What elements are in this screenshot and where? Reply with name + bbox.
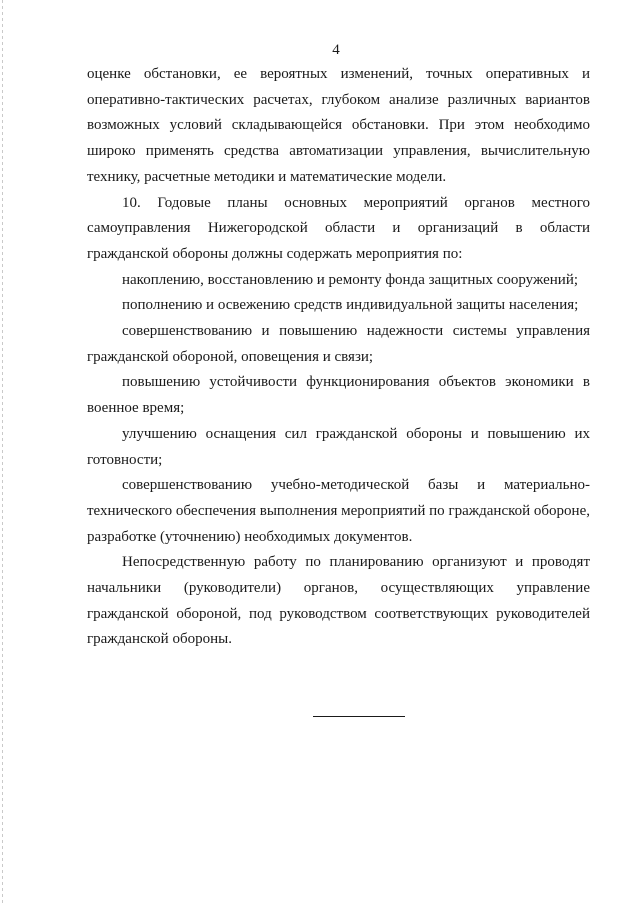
end-divider-line [313, 716, 405, 717]
body-text [87, 62, 590, 653]
page-number: 4 [332, 42, 340, 58]
paragraph-planning-work: Непосредственную работу по планированию организуют и проводят начальники (руководители) органов, осуществляющих управление гражданской обороной, под руководством соответствующих руководителей гражданской обороны. [87, 554, 590, 648]
paragraph-continuation: оценке обстановки, ее вероятных изменений, точных оперативных и оперативно-тактических расчетах, глубоком анализе различных вариантов возможных условий складывающейся обстановки. При этом необходимо широко применять средства автоматизации управления, вычислительную технику, расчетные методики и математические модели. [87, 66, 590, 185]
paragraph-item-10: 10. Годовые планы основных мероприятий органов местного самоуправления Нижегородской области и организаций в области гражданской обороны должны содержать мероприятия по: [87, 194, 590, 262]
list-item-economic-stability: повышению устойчивости функционирования объектов экономики в военное время; [87, 374, 590, 417]
list-item-individual-protection: пополнению и освежению средств индивидуальной защиты населения; [122, 297, 579, 314]
list-item-protective-structures: накоплению, восстановлению и ремонту фонда защитных сооружений; [122, 271, 579, 288]
list-item-training-base: совершенствованию учебно-методической базы и материально-технического обеспечения выполнения мероприятий по гражданской обороне, разработке (уточнению) необходимых документов. [87, 477, 590, 545]
list-item-forces-equipment: улучшению оснащения сил гражданской обороны и повышению их готовности; [87, 425, 590, 468]
scan-edge-line [2, 0, 3, 905]
list-item-control-system: совершенствованию и повышению надежности системы управления гражданской обороной, оповещения и связи; [87, 323, 590, 365]
